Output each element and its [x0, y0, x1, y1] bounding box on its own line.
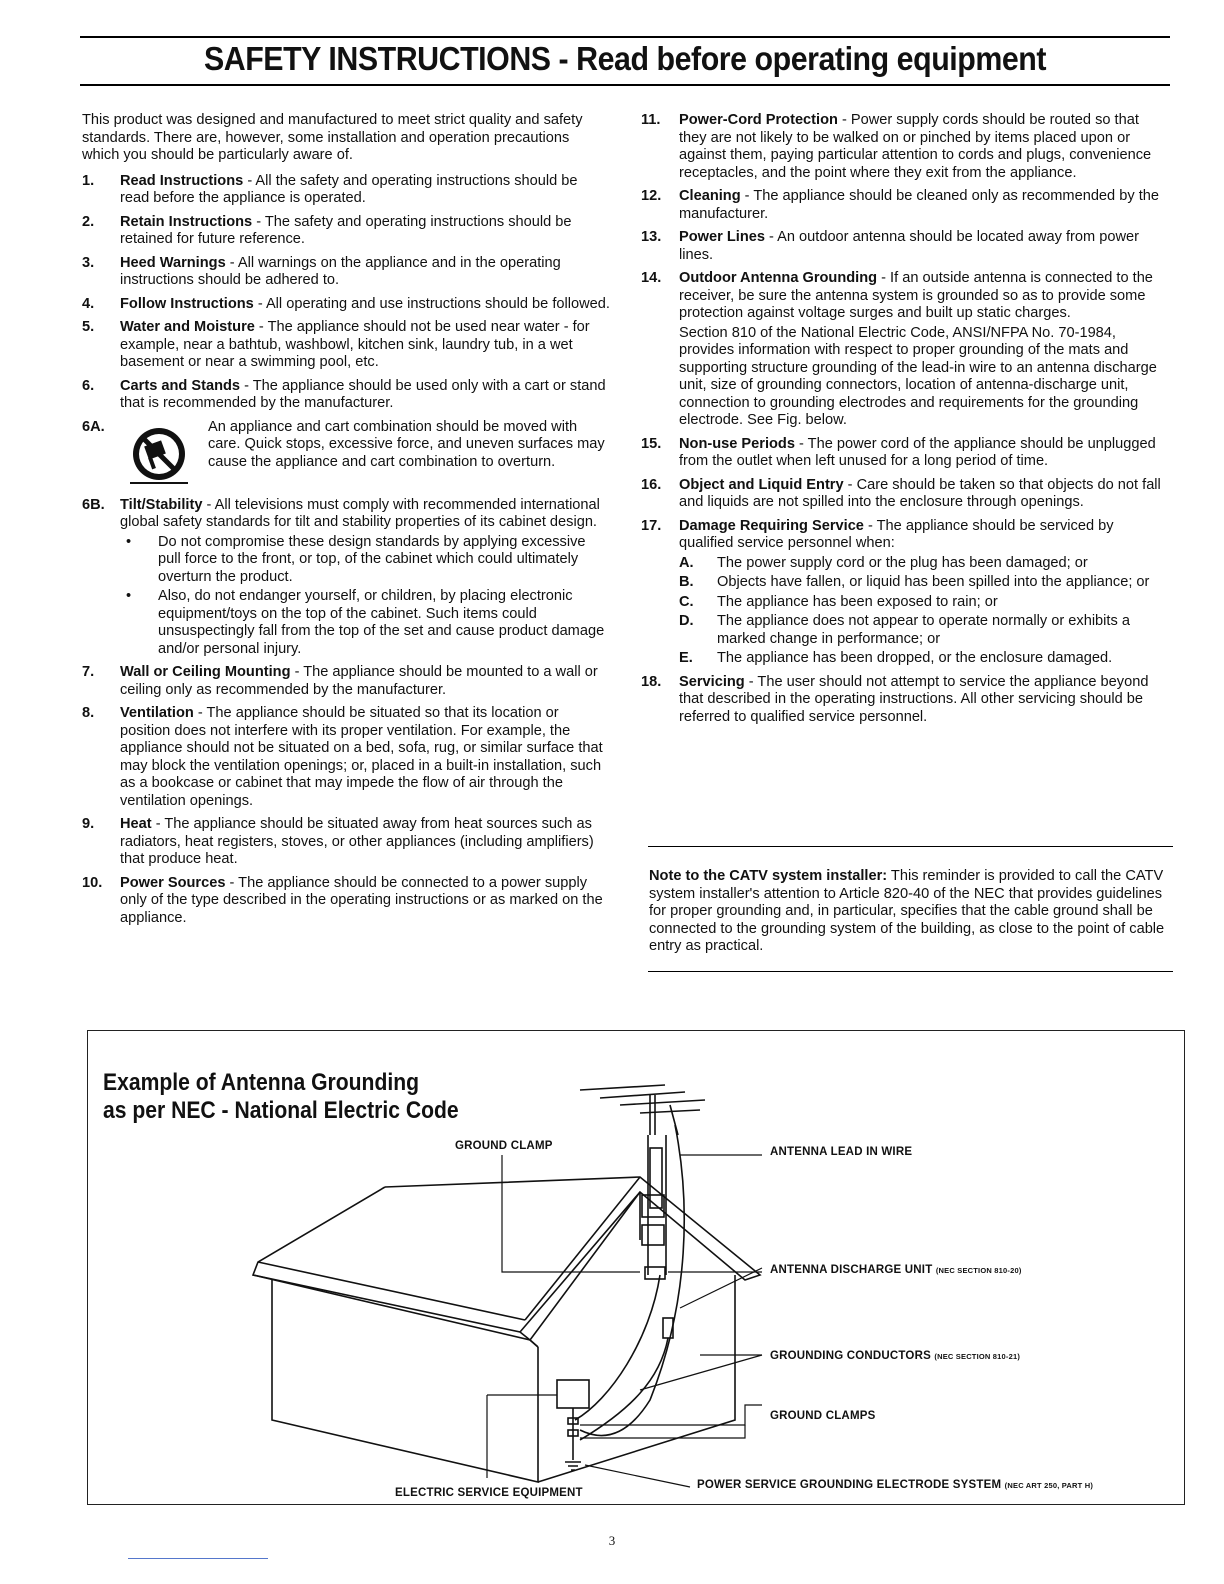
sub-item: [679, 555, 1167, 573]
bullet-text: Do not compromise these design standards by applying excessive pull force to the front, or top, of the cabinet which could ultimately overturn the product.: [158, 533, 586, 585]
list-item: [641, 518, 1167, 553]
item-number: 17.: [641, 517, 662, 534]
right-list-2: [641, 436, 1167, 553]
discharge-unit-ref: (NEC SECTION 810-20): [935, 1266, 1022, 1275]
item-number: 12.: [641, 188, 662, 204]
item-text: - The safety and operating instructions should be retained for future reference.: [120, 213, 572, 247]
page-title: SAFETY INSTRUCTIONS - Read before operating equipment: [203, 40, 1047, 77]
label-discharge-unit: [770, 1264, 1022, 1276]
item-number: 5.: [82, 319, 95, 335]
left-list-1: [82, 173, 610, 413]
sub-item: [679, 594, 1167, 612]
item-heading: Carts and Stands: [120, 377, 241, 394]
label-antenna-lead: ANTENNA LEAD IN WIRE: [770, 1146, 913, 1158]
item-17-subs: [679, 555, 1167, 668]
item-text: - The appliance should be mounted to a wall or ceiling only as recommended by the manufacturer.: [120, 664, 598, 698]
figure-title-line1: Example of Antenna Grounding: [103, 1069, 420, 1096]
item-number: 6B.: [82, 496, 105, 513]
item-heading: Water and Moisture: [120, 319, 255, 335]
item-number: 8.: [82, 705, 95, 721]
note-top-rule: [648, 846, 1173, 847]
footer-rule: [128, 1558, 268, 1559]
sub-text: Objects have fallen, or liquid has been spilled into the appliance; or: [717, 574, 1150, 590]
item-number: 13.: [641, 229, 662, 245]
catv-note: [649, 868, 1171, 956]
list-item: [82, 875, 610, 928]
label-power-service: [697, 1479, 1093, 1491]
item-text: - The appliance should be serviced by qualified service personnel when:: [679, 517, 1114, 551]
item-heading: Non-use Periods: [679, 435, 795, 452]
item-6b: [82, 497, 610, 659]
cart-tip-warning-icon: [126, 421, 192, 487]
sub-item: [679, 574, 1167, 592]
item-6a-text: An appliance and cart combination should be moved with care. Quick stops, excessive force, and uneven surfaces may cause the appliance and cart combination to overturn.: [208, 418, 605, 470]
item-text: - The appliance should be used only with a cart or stand that is recommended by the manufacturer.: [120, 377, 606, 411]
item-heading: Ventilation: [120, 705, 194, 721]
item-heading: Power Sources: [120, 874, 226, 891]
item-text: - The user should not attempt to service the appliance beyond that described in the operating instructions. All other servicing should be referred to qualified service personnel.: [679, 673, 1149, 725]
list-item: [641, 477, 1167, 512]
sub-item: [679, 650, 1167, 668]
item-heading: Power Lines: [679, 229, 765, 245]
item-heading: Follow Instructions: [120, 295, 254, 312]
list-item: [82, 214, 610, 249]
item-number: 11.: [641, 112, 661, 128]
item-heading: Wall or Ceiling Mounting: [120, 664, 291, 680]
item-number: 18.: [641, 673, 662, 690]
list-item: [641, 229, 1167, 264]
sub-text: The power supply cord or the plug has been damaged; or: [717, 554, 1088, 571]
top-rule: [80, 36, 1170, 38]
right-list-1: [641, 112, 1167, 323]
item-text: - The power cord of the appliance should be unplugged from the outlet when left unused for a long period of time.: [679, 435, 1156, 469]
note-heading: Note to the CATV system installer:: [649, 868, 888, 884]
list-item: [82, 296, 610, 314]
list-item: [641, 436, 1167, 471]
figure-title: [103, 1069, 459, 1125]
bullet-icon: •: [126, 533, 132, 550]
item-heading: Tilt/Stability: [120, 496, 203, 513]
item-text: - All warnings on the appliance and in the operating instructions should be adhered to.: [120, 254, 561, 288]
list-item: [641, 112, 1167, 182]
sub-item: [679, 613, 1167, 648]
power-service-text: POWER SERVICE GROUNDING ELECTRODE SYSTEM: [697, 1479, 1002, 1491]
item-heading: Outdoor Antenna Grounding: [679, 270, 878, 286]
bullet-icon: •: [126, 588, 132, 604]
item-text: - Care should be taken so that objects do not fall and liquids are not spilled into the enclosure through openings.: [679, 476, 1161, 510]
item-number: 1.: [82, 172, 95, 189]
label-ground-clamp: GROUND CLAMP: [455, 1140, 553, 1152]
item-text: - The appliance should be situated away from heat sources such as radiators, heat registers, stoves, or other appliances (including amplifiers) that produce heat.: [120, 816, 594, 867]
item-number: 6A.: [82, 418, 105, 435]
list-item: [82, 816, 610, 869]
item-heading: Retain Instructions: [120, 213, 253, 230]
power-service-ref: (NEC ART 250, PART H): [1004, 1481, 1094, 1490]
list-item: [82, 378, 610, 413]
figure-title-line2: as per NEC - National Electric Code: [103, 1097, 459, 1124]
item-heading: Servicing: [679, 673, 745, 690]
sub-letter: D.: [679, 613, 694, 629]
item-text: - An outdoor antenna should be located away from power lines.: [679, 229, 1139, 263]
left-column: [82, 112, 610, 933]
sub-letter: A.: [679, 554, 694, 571]
item-6a: [82, 419, 610, 491]
item-number: 14.: [641, 270, 662, 286]
bullet-text: Also, do not endanger yourself, or children, by placing electronic equipment/toys on the top of the cabinet. Such items could unsuspectingly fall from the top of the set and cause product damage and/or personal injury.: [158, 588, 605, 657]
item-text: - The appliance should not be used near water - for example, near a bathtub, washbowl, kitchen sink, laundry tub, in a wet basement or near a swimming pool, etc.: [120, 319, 590, 370]
left-list-2: [82, 664, 610, 927]
list-item: [82, 664, 610, 699]
label-grounding-conductors: [770, 1350, 1020, 1362]
sub-text: The appliance does not appear to operate normally or exhibits a marked change in performance; or: [717, 613, 1130, 647]
sub-letter: B.: [679, 574, 694, 590]
grounding-conductors-ref: (NEC SECTION 810-21): [934, 1352, 1021, 1361]
list-item: [82, 319, 610, 372]
item-text: - The appliance should be connected to a power supply only of the type described in the operating instructions or as marked on the appliance.: [120, 874, 603, 926]
item-number: 10.: [82, 874, 103, 891]
list-item: [82, 255, 610, 290]
sub-letter: C.: [679, 593, 694, 610]
item-number: 3.: [82, 254, 95, 271]
intro-text: This product was designed and manufactured to meet strict quality and safety standards. There are, however, some installation and operation precautions which you should be particularly aware of.: [82, 112, 583, 163]
sub-text: The appliance has been dropped, or the enclosure damaged.: [717, 650, 1113, 666]
item-heading: Heed Warnings: [120, 254, 226, 271]
item-text: - The appliance should be situated so that its location or position does not interfere with its proper ventilation. For example, the appliance should not be situated on a bed, sofa, rug, or similar surface that may block the ventilation openings; or, placed in a built-in installation, such as a bookcase or cabinet that may impede the flow of air through the ventilation openings.: [120, 705, 603, 809]
list-item: [82, 705, 610, 810]
item-text: - If an outside antenna is connected to the receiver, be sure the antenna system is grounded so as to provide some protection against voltage surges and built up static charges.: [679, 270, 1153, 321]
title-rule: [80, 84, 1170, 86]
item-text: - All operating and use instructions should be followed.: [253, 295, 610, 312]
item-number: 4.: [82, 295, 95, 312]
item-heading: Cleaning: [679, 188, 741, 204]
bullet-item: [120, 534, 610, 587]
item-number: 9.: [82, 816, 95, 832]
note-text: This reminder is provided to call the CATV system installer's attention to Article 820-40 of the NEC that provides guidelines for proper grounding and, in particular, specifies that the cable ground shall be connected to the grounding system of the building, as close to the point of cable entry as practical.: [649, 868, 1165, 954]
item-text: - Power supply cords should be routed so that they are not likely to be walked on or pinched by items placed upon or against them, paying particular attention to cords and plugs, convenience receptacles, and the point where they exit from the appliance.: [679, 112, 1152, 181]
sub-text: The appliance has been exposed to rain; or: [717, 593, 998, 610]
item-14-extra: Section 810 of the National Electric Code, ANSI/NFPA No. 70-1984, provides information with respect to proper grounding of the mats and supporting structure grounding of the lead-in wire to an antenna discharge unit, size of grounding connectors, location of antenna-discharge unit, connection to grounding electrodes and requirements for the grounding electrode. See Fig. below.: [679, 324, 1157, 428]
item-number: 6.: [82, 377, 95, 394]
item-heading: Power-Cord Protection: [679, 112, 838, 128]
discharge-unit-text: ANTENNA DISCHARGE UNIT: [770, 1264, 933, 1276]
item-number: 7.: [82, 664, 95, 680]
item-heading: Object and Liquid Entry: [679, 476, 844, 493]
item-heading: Heat: [120, 816, 152, 832]
label-ground-clamps: GROUND CLAMPS: [770, 1410, 876, 1422]
page-number: 3: [608, 1533, 616, 1548]
item-number: 2.: [82, 213, 95, 230]
item-text: - All the safety and operating instructions should be read before the appliance is operated.: [120, 172, 578, 206]
list-item: [641, 270, 1167, 323]
list-item: [641, 188, 1167, 223]
note-bottom-rule: [648, 971, 1173, 972]
grounding-conductors-text: GROUNDING CONDUCTORS: [770, 1350, 931, 1362]
item-text: - All televisions must comply with recommended international global safety standards for tilt and stability properties of its cabinet design.: [120, 496, 600, 530]
item-number: 15.: [641, 435, 662, 452]
bullet-item: [120, 588, 610, 658]
label-electric-service: ELECTRIC SERVICE EQUIPMENT: [395, 1487, 583, 1499]
list-item: [82, 173, 610, 208]
item-heading: Read Instructions: [120, 172, 244, 189]
item-heading: Damage Requiring Service: [679, 517, 864, 534]
sub-letter: E.: [679, 650, 693, 666]
right-column: [641, 112, 1167, 732]
item-text: - The appliance should be cleaned only as recommended by the manufacturer.: [679, 188, 1159, 222]
item-18: [641, 674, 1167, 727]
item-number: 16.: [641, 476, 662, 493]
